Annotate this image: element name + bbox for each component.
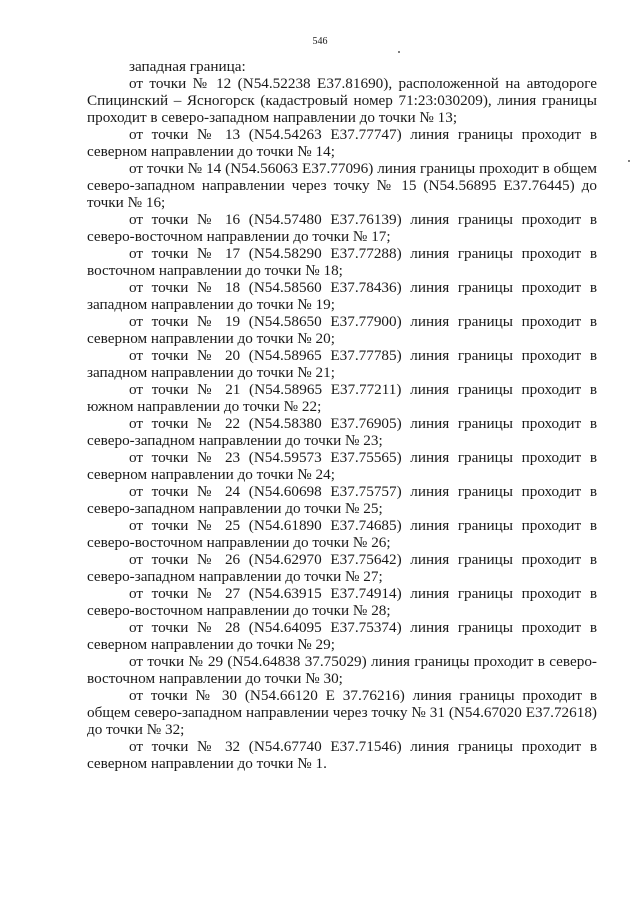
paragraph: от точки № 22 (N54.58380 E37.76905) линия границы проходит в северо-западном направлении до точки № 23;	[87, 415, 597, 449]
paragraph: от точки № 21 (N54.58965 E37.77211) линия границы проходит в южном направлении до точки № 22;	[87, 381, 597, 415]
paragraph: от точки № 29 (N54.64838 37.75029) линия границы проходит в северо-восточном направлении до точки № 30;	[87, 653, 597, 687]
paragraph: от точки № 17 (N54.58290 E37.77288) линия границы проходит в восточном направлении до точки № 18;	[87, 245, 597, 279]
paragraph: от точки № 16 (N54.57480 E37.76139) линия границы проходит в северо-восточном направлении до точки № 17;	[87, 211, 597, 245]
scan-speck	[628, 160, 630, 162]
paragraph: от точки № 26 (N54.62970 E37.75642) линия границы проходит в северо-западном направлении до точки № 27;	[87, 551, 597, 585]
paragraph: от точки № 32 (N54.67740 E37.71546) линия границы проходит в северном направлении до точки № 1.	[87, 738, 597, 772]
paragraph: от точки № 28 (N54.64095 E37.75374) линия границы проходит в северном направлении до точки № 29;	[87, 619, 597, 653]
paragraph: от точки № 18 (N54.58560 E37.78436) линия границы проходит в западном направлении до точки № 19;	[87, 279, 597, 313]
paragraph: от точки № 12 (N54.52238 E37.81690), расположенной на автодороге Спицинский – Ясногорск (кадастровый номер 71:23:030209), линия границы проходит в северо-западном направлении до точки № 13;	[87, 75, 597, 126]
paragraph: от точки № 20 (N54.58965 E37.77785) линия границы проходит в западном направлении до точки № 21;	[87, 347, 597, 381]
paragraph: от точки № 27 (N54.63915 E37.74914) линия границы проходит в северо-восточном направлении до точки № 28;	[87, 585, 597, 619]
paragraph: от точки № 30 (N54.66120 E 37.76216) линия границы проходит в общем северо-западном направлении через точку № 31 (N54.67020 E37.72618) до точки № 32;	[87, 687, 597, 738]
paragraph: от точки № 19 (N54.58650 E37.77900) линия границы проходит в северном направлении до точки № 20;	[87, 313, 597, 347]
paragraph: от точки № 24 (N54.60698 E37.75757) линия границы проходит в северо-западном направлении до точки № 25;	[87, 483, 597, 517]
paragraph: от точки № 14 (N54.56063 E37.77096) линия границы проходит в общем северо-западном направлении через точку № 15 (N54.56895 E37.76445) до точки № 16;	[87, 160, 597, 211]
page-number: 546	[312, 36, 328, 47]
document-body	[87, 58, 597, 772]
paragraph: от точки № 13 (N54.54263 E37.77747) линия границы проходит в северном направлении до точки № 14;	[87, 126, 597, 160]
section-heading: западная граница:	[129, 58, 246, 75]
paragraph: от точки № 25 (N54.61890 E37.74685) линия границы проходит в северо-восточном направлении до точки № 26;	[87, 517, 597, 551]
scan-speck	[398, 51, 400, 53]
paragraph: от точки № 23 (N54.59573 E37.75565) линия границы проходит в северном направлении до точки № 24;	[87, 449, 597, 483]
